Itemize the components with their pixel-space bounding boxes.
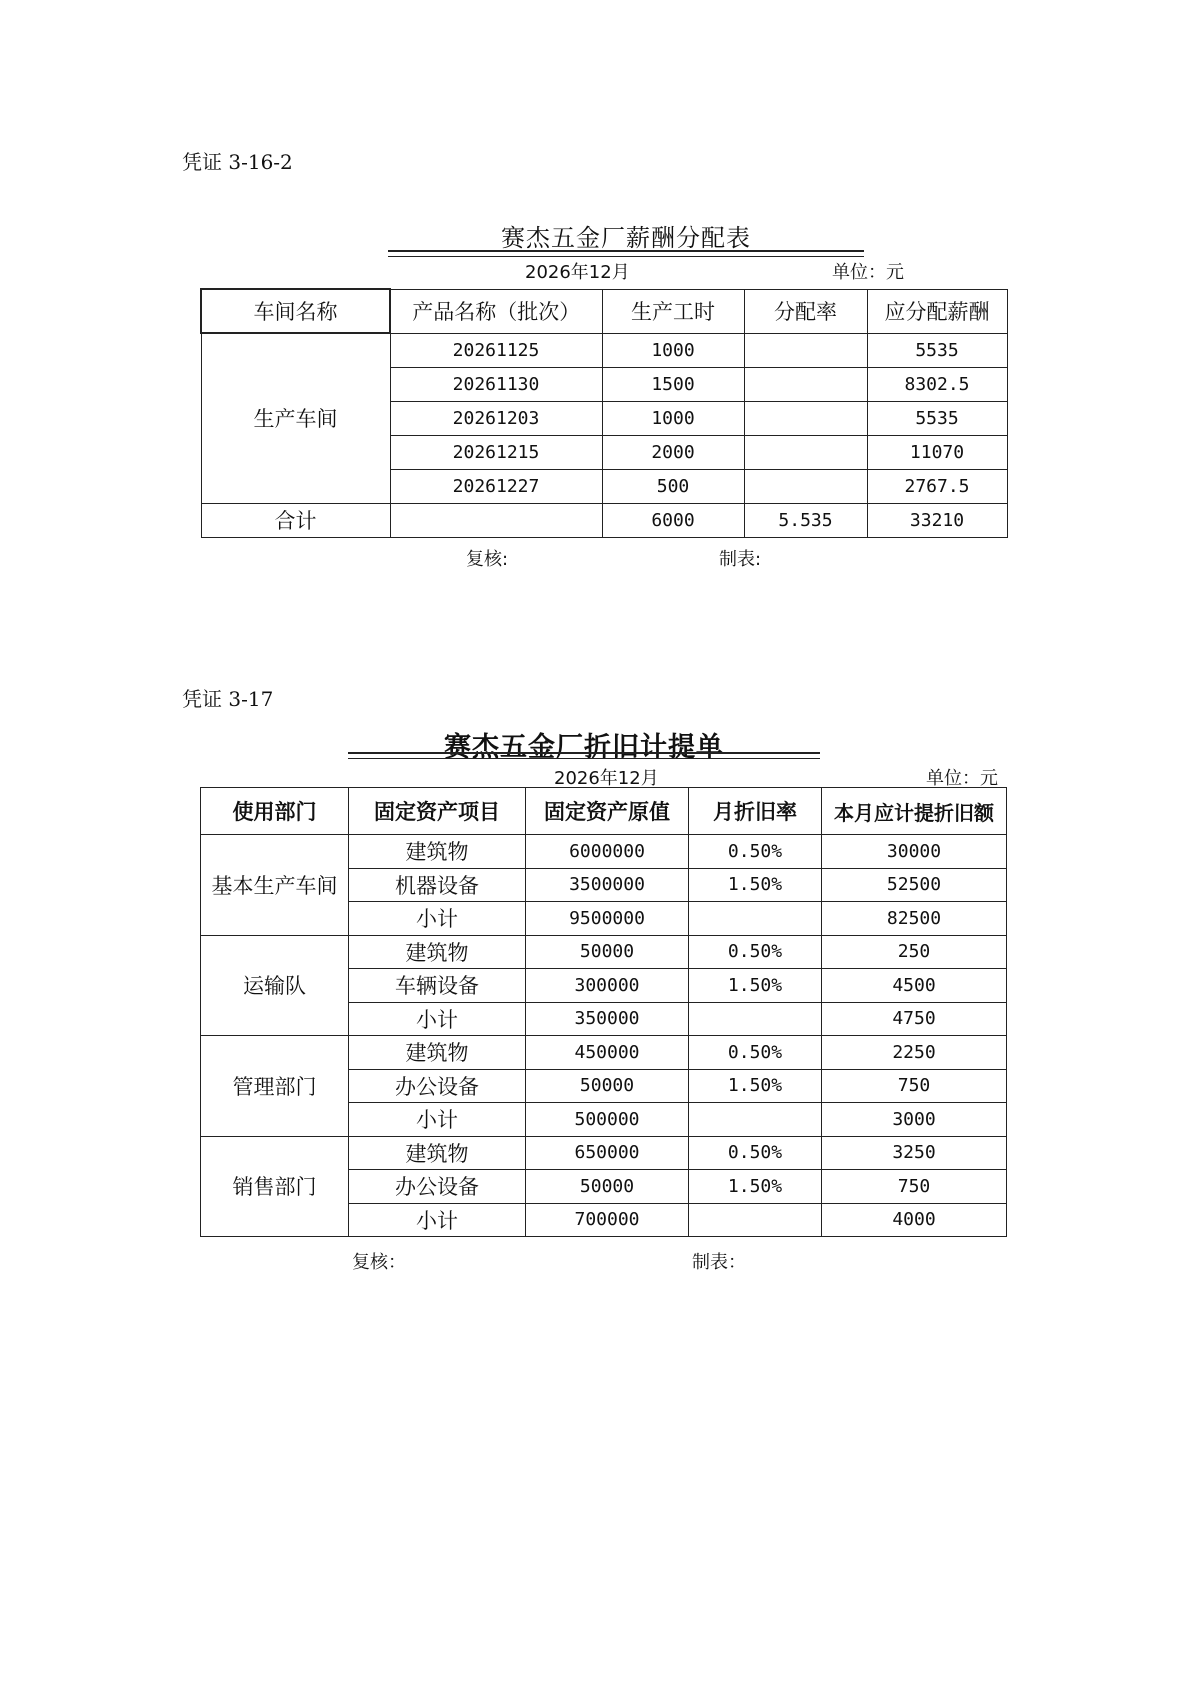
monthly-rate-cell: 0.50% xyxy=(689,935,822,969)
monthly-rate-cell xyxy=(689,1002,822,1036)
monthly-rate-cell xyxy=(689,1103,822,1137)
monthly-rate-cell: 0.50% xyxy=(689,1036,822,1070)
asset-item-cell: 办公设备 xyxy=(349,1069,526,1103)
total-batch-cell xyxy=(390,503,602,537)
workshop-name-cell: 生产车间 xyxy=(201,333,390,503)
col-header-depreciation-amount: 本月应计提折旧额 xyxy=(822,788,1007,835)
depreciation-cell: 3250 xyxy=(822,1136,1007,1170)
table-row xyxy=(201,333,1007,367)
prepared-label: 制表： xyxy=(692,1252,746,1273)
col-header-workshop: 车间名称 xyxy=(201,289,390,333)
original-value-cell: 500000 xyxy=(526,1103,689,1137)
col-header-hours: 生产工时 xyxy=(602,289,744,333)
monthly-rate-cell: 0.50% xyxy=(689,835,822,869)
depreciation-cell: 30000 xyxy=(822,835,1007,869)
period-date: 2026年12月 xyxy=(525,262,630,283)
batch-cell: 20261125 xyxy=(390,333,602,367)
monthly-rate-cell: 1.50% xyxy=(689,1069,822,1103)
col-header-rate: 分配率 xyxy=(744,289,867,333)
asset-item-cell: 小计 xyxy=(349,1203,526,1237)
hours-cell: 1000 xyxy=(602,333,744,367)
monthly-rate-cell xyxy=(689,902,822,936)
asset-item-cell: 建筑物 xyxy=(349,935,526,969)
pay-cell: 5535 xyxy=(867,401,1007,435)
asset-item-cell: 机器设备 xyxy=(349,868,526,902)
department-cell: 管理部门 xyxy=(201,1036,349,1137)
original-value-cell: 6000000 xyxy=(526,835,689,869)
department-cell: 基本生产车间 xyxy=(201,835,349,936)
batch-cell: 20261215 xyxy=(390,435,602,469)
original-value-cell: 9500000 xyxy=(526,902,689,936)
pay-cell: 5535 xyxy=(867,333,1007,367)
depreciation-cell: 4750 xyxy=(822,1002,1007,1036)
asset-item-cell: 建筑物 xyxy=(349,1036,526,1070)
monthly-rate-cell xyxy=(689,1203,822,1237)
asset-item-cell: 建筑物 xyxy=(349,1136,526,1170)
depreciation-table xyxy=(200,787,1007,1237)
original-value-cell: 350000 xyxy=(526,1002,689,1036)
asset-item-cell: 建筑物 xyxy=(349,835,526,869)
original-value-cell: 450000 xyxy=(526,1036,689,1070)
pay-cell: 11070 xyxy=(867,435,1007,469)
review-label: 复核: xyxy=(466,549,509,570)
table-row xyxy=(201,1036,1007,1070)
voucher-label: 凭证 3-17 xyxy=(182,687,274,711)
hours-cell: 1000 xyxy=(602,401,744,435)
pay-cell: 2767.5 xyxy=(867,469,1007,503)
title-underline xyxy=(348,752,820,759)
title-underline xyxy=(388,250,864,257)
batch-cell: 20261130 xyxy=(390,367,602,401)
table-row xyxy=(201,935,1007,969)
depreciation-cell: 750 xyxy=(822,1170,1007,1204)
department-cell: 销售部门 xyxy=(201,1136,349,1237)
batch-cell: 20261227 xyxy=(390,469,602,503)
asset-item-cell: 小计 xyxy=(349,1002,526,1036)
original-value-cell: 300000 xyxy=(526,969,689,1003)
original-value-cell: 50000 xyxy=(526,1069,689,1103)
hours-cell: 1500 xyxy=(602,367,744,401)
department-cell: 运输队 xyxy=(201,935,349,1036)
total-rate-cell: 5.535 xyxy=(744,503,867,537)
rate-cell xyxy=(744,401,867,435)
depreciation-cell: 250 xyxy=(822,935,1007,969)
original-value-cell: 50000 xyxy=(526,1170,689,1204)
prepared-label: 制表: xyxy=(719,549,762,570)
voucher-label: 凭证 3-16-2 xyxy=(182,150,293,174)
monthly-rate-cell: 1.50% xyxy=(689,969,822,1003)
review-label: 复核： xyxy=(352,1252,406,1273)
col-header-asset-item: 固定资产项目 xyxy=(349,788,526,835)
rate-cell xyxy=(744,367,867,401)
depreciation-cell: 3000 xyxy=(822,1103,1007,1137)
depreciation-cell: 52500 xyxy=(822,868,1007,902)
batch-cell: 20261203 xyxy=(390,401,602,435)
total-hours-cell: 6000 xyxy=(602,503,744,537)
depreciation-cell: 4500 xyxy=(822,969,1007,1003)
hours-cell: 500 xyxy=(602,469,744,503)
table-header-row xyxy=(201,788,1007,835)
monthly-rate-cell: 0.50% xyxy=(689,1136,822,1170)
pay-cell: 8302.5 xyxy=(867,367,1007,401)
original-value-cell: 650000 xyxy=(526,1136,689,1170)
original-value-cell: 3500000 xyxy=(526,868,689,902)
total-row xyxy=(201,503,1007,537)
asset-item-cell: 小计 xyxy=(349,1103,526,1137)
depreciation-cell: 82500 xyxy=(822,902,1007,936)
col-header-department: 使用部门 xyxy=(201,788,349,835)
asset-item-cell: 车辆设备 xyxy=(349,969,526,1003)
total-pay-cell: 33210 xyxy=(867,503,1007,537)
salary-allocation-table xyxy=(200,288,1008,538)
hours-cell: 2000 xyxy=(602,435,744,469)
depreciation-cell: 2250 xyxy=(822,1036,1007,1070)
unit-label: 单位：元 xyxy=(832,262,904,283)
original-value-cell: 700000 xyxy=(526,1203,689,1237)
total-label: 合计 xyxy=(201,503,390,537)
period-date: 2026年12月 xyxy=(554,768,659,789)
depreciation-table-title: 赛杰五金厂折旧计提单 xyxy=(444,732,724,763)
rate-cell xyxy=(744,469,867,503)
col-header-original-value: 固定资产原值 xyxy=(526,788,689,835)
rate-cell xyxy=(744,333,867,367)
col-header-product-batch: 产品名称（批次） xyxy=(390,289,602,333)
table-header-row xyxy=(201,289,1007,333)
unit-label: 单位：元 xyxy=(926,768,998,789)
depreciation-cell: 4000 xyxy=(822,1203,1007,1237)
table-row xyxy=(201,835,1007,869)
table-row xyxy=(201,1136,1007,1170)
asset-item-cell: 小计 xyxy=(349,902,526,936)
original-value-cell: 50000 xyxy=(526,935,689,969)
monthly-rate-cell: 1.50% xyxy=(689,1170,822,1204)
monthly-rate-cell: 1.50% xyxy=(689,868,822,902)
rate-cell xyxy=(744,435,867,469)
depreciation-cell: 750 xyxy=(822,1069,1007,1103)
col-header-pay: 应分配薪酬 xyxy=(867,289,1007,333)
col-header-monthly-rate: 月折旧率 xyxy=(689,788,822,835)
asset-item-cell: 办公设备 xyxy=(349,1170,526,1204)
salary-table-title: 赛杰五金厂薪酬分配表 xyxy=(501,224,751,252)
